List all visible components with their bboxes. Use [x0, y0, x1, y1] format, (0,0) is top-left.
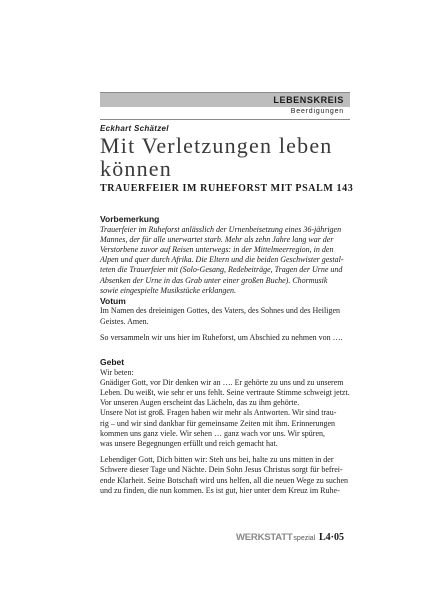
text-line: Mannes, der für alle unerwartet starb. Mehr als zehn Jahre lang war der [100, 234, 334, 244]
text-line: Schwere dieser Tage und Nächte. Dein Sohn Jesus Christus sorgt für befrei- [100, 465, 343, 475]
text-line: So versammeln wir uns hier im Ruheforst, um Abschied zu nehmen von …. [100, 332, 343, 342]
paragraph [100, 455, 362, 496]
section-heading: Votum [100, 295, 126, 306]
section-vorbemerkung [100, 214, 362, 296]
title-line: Mit Verletzungen leben [100, 133, 333, 158]
page-subtitle: TRAUERFEIER IM RUHEFORST MIT PSALM 143 [100, 183, 354, 194]
spacer [100, 349, 362, 357]
section-heading: Vorbemerkung [100, 214, 160, 224]
text-line: Gnädiger Gott, vor Dir denken wir an …. Er gehörte zu uns und zu unserem [100, 377, 344, 387]
text-line: Verstorbene zuvor auf Reisen unterwegs: in der Mittelmeerregion, in den [100, 244, 334, 254]
publication-brand [236, 532, 315, 546]
text-line: Lebendiger Gott, Dich bitten wir: Steh uns bei, halte zu uns mitten in der [100, 455, 334, 465]
text-line: Absenken der Urne in das Grab unter einer großen Buche). Chormusik [100, 275, 328, 285]
paragraph [100, 306, 362, 326]
paragraph [100, 368, 362, 450]
kicker-bar [100, 92, 350, 107]
brand-suffix: spezial [293, 535, 316, 542]
subkicker-bar [100, 107, 350, 120]
text-line: Geistes. Amen. [100, 316, 149, 326]
text-line: was unsere Begegnungen erfüllt und reich gemacht hat. [100, 438, 278, 448]
page-code: L4·05 [319, 532, 345, 543]
section-gebet [100, 357, 362, 496]
text-line: Wir beten: [100, 367, 134, 377]
article-body [100, 214, 362, 502]
text-line: Unsere Not ist groß. Fragen haben wir mehr als Antworten. Wir sind trau- [100, 408, 337, 418]
text-line: ende Klarheit. Seine Botschaft wird uns helfen, all die neuen Wege zu suchen [100, 475, 349, 485]
section-heading: Gebet [100, 357, 125, 368]
page-title [100, 134, 360, 180]
author-name: Eckhart Schätzel [100, 124, 169, 133]
section-header [100, 92, 350, 120]
brand-logo: WERKSTATT [236, 532, 293, 543]
text-line: und zu finden, die nun kommen. Es ist gut, hier unter dem Kreuz im Ruhe- [100, 485, 340, 495]
section-votum [100, 296, 362, 343]
text-line: Trauerfeier im Ruheforst anlässlich der Urnenbeisetzung eines 36-jährigen [100, 224, 342, 234]
text-line: rig – und wir sind dankbar für gemeinsame Zeiten mit ihm. Erinnerungen [100, 418, 336, 428]
text-line: Vor unseren Augen erscheint das Lächeln, das zu ihm gehörte. [100, 398, 300, 408]
text-line: Im Namen des dreieinigen Gottes, des Vaters, des Sohnes und des Heiligen [100, 306, 341, 316]
text-line: kommen uns ganz viele. Wir sehen … ganz wach vor uns. Wir spüren, [100, 428, 326, 438]
text-line: teten die Trauerfeier mit (Solo-Gesang, Redebeiträge, Tragen der Urne und [100, 265, 343, 275]
text-line: Alpen und quer durch Afrika. Die Eltern und die beiden Geschwister gestal- [100, 255, 344, 265]
subkicker-label: Beerdigungen [290, 108, 344, 115]
kicker-label: LEBENSKREIS [273, 95, 344, 105]
intro-paragraph [100, 225, 362, 296]
text-line: Leben. Du weißt, wie sehr er uns fehlt. Seine vertraute Stimme schweigt jetzt. [100, 387, 350, 397]
title-line: können [100, 156, 172, 181]
paragraph [100, 333, 362, 343]
text-line: sowie eingespielte Musikstücke erklangen. [100, 285, 236, 295]
